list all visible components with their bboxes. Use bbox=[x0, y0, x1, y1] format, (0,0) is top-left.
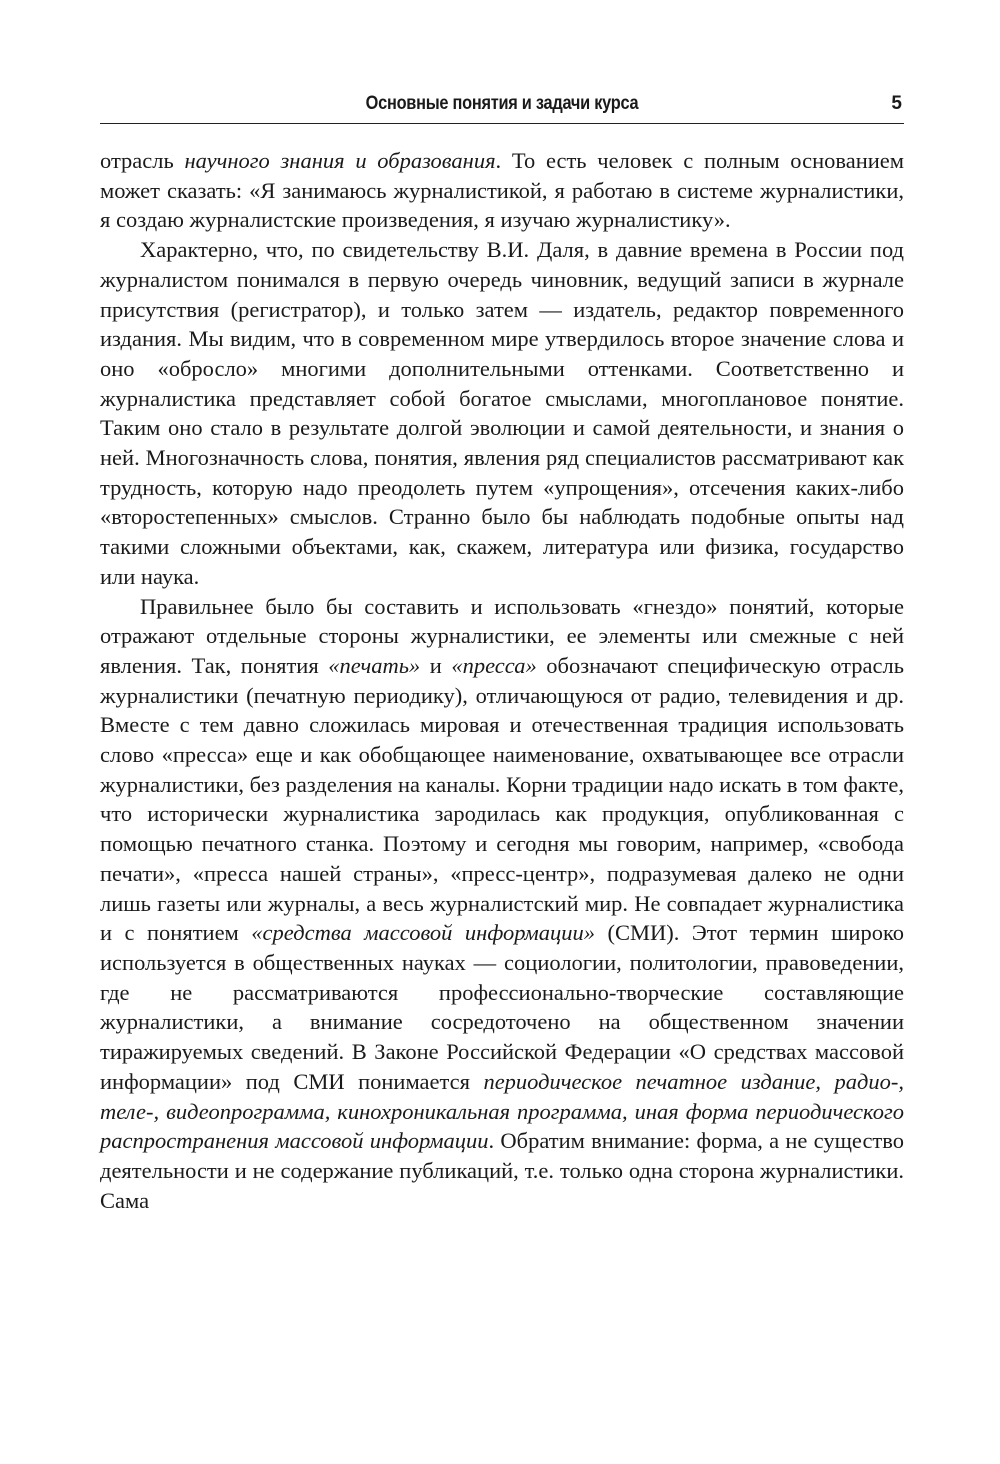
italic-text: «пресса» bbox=[451, 652, 537, 678]
text-run: . То есть человек с полным основанием может сказать: «Я занимаюсь журналистикой, я работаю в системе журналистики, я создаю журналистские произведения, я изучаю журналистику». bbox=[100, 148, 905, 233]
running-title: Основные понятия и задачи курса bbox=[365, 93, 639, 114]
text-run: обозначают специфическую отрасль журналистики (печатную периодику), отличающуюся от радио, телевидения и др. Вместе с тем давно сложилась мировая и отечественная традиция использовать слово «пресса» еще и как обобщающее наименование, охватывающее все отрасли журналистики, без разделения на каналы. Корни традиции надо искать в том факте, что исторически журналистика зародилась как продукция, опубликованная с помощью печатного станка. Поэтому и сегодня мы говорим, например, «свобода печати», «пресса нашей страны», «пресс-центр», подразумевая далеко не одни лишь газеты или журналы, а весь журналистский мир. Не совпадает журналистика и с понятием bbox=[100, 652, 905, 946]
text-run: отрасль bbox=[100, 148, 185, 173]
body-text bbox=[100, 146, 904, 1215]
text-run: . Обратим внимание: форма, а не существо деятельности и не содержание публикаций, т.е. только одна сторона журналистики. Сама bbox=[100, 1128, 904, 1213]
text-run: Правильнее было бы составить и использовать «гнездо» понятий, которые отражают отдельные стороны журналистики, ее элементы или смежные с ней явления. Так, понятия bbox=[100, 593, 904, 678]
italic-text: научного знания и образования bbox=[184, 148, 496, 173]
paragraph bbox=[100, 235, 904, 591]
paragraph bbox=[100, 592, 904, 1216]
italic-text: «печать» bbox=[328, 652, 421, 678]
text-run: и bbox=[420, 652, 452, 678]
paragraph bbox=[100, 146, 904, 235]
page-number: 5 bbox=[891, 93, 902, 114]
text-run: Характерно, что, по свидетельству В.И. Даля, в давние времена в России под журналистом понимался в первую очередь чиновник, ведущий записи в журнале присутствия (регистратор), и только затем — издатель, редактор повременного издания. Мы видим, что в современном мире утвердилось второе значение слова и оно «обросло» многими дополнительными оттенками. Соответственно и журналистика представляет собой богатое смыслами, многоплановое понятие. Таким оно стало в результате долгой эволюции и самой деятельности, и знания о ней. Многозначность слова, понятия, явления ряд специалистов рассматривают как трудность, которую надо преодолеть путем «упрощения», отсечения каких-либо «второстепенных» смыслов. Странно было бы наблюдать подобные опыты над такими сложными объектами, как, скажем, литература или физика, государство или наука. bbox=[100, 237, 904, 589]
running-head bbox=[100, 93, 904, 124]
italic-text: «средства массовой информации» bbox=[251, 920, 595, 946]
text-run: (СМИ). Этот термин широко используется в общественных науках — социологии, политологии, правоведении, где не рассматриваются профессионально-творческие составляющие журналистики, а внимание сосредоточено на общественном значении тиражируемых сведений. В Законе Российской Федерации «О средствах массовой информации» под СМИ понимается bbox=[100, 920, 904, 1094]
italic-text: периодическое печатное издание, радио-, теле-, видеопрограмма, кинохроникальная программа, иная форма периодического распространения массовой информации bbox=[100, 1068, 904, 1154]
